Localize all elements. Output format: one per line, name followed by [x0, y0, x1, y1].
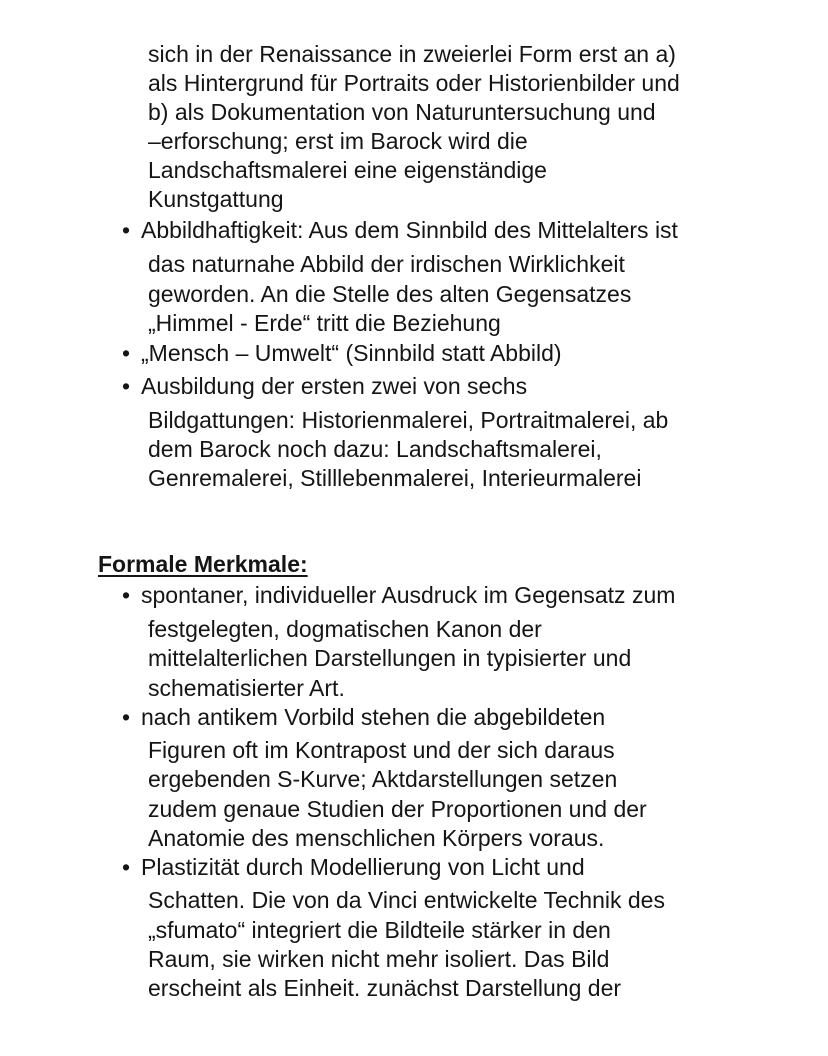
text-line: Kunstgattung: [148, 186, 284, 212]
text-line: sich in der Renaissance in zweierlei Form erst an a): [148, 41, 676, 67]
text-line: Bildgattungen: Historienmalerei, Portraitmalerei, ab: [148, 407, 669, 433]
bullet-text: „Mensch – Umwelt“ (Sinnbild statt Abbild): [141, 340, 562, 366]
bullet-icon: •: [122, 704, 131, 730]
bullet-item: [122, 581, 675, 610]
text-line: „Himmel - Erde“ tritt die Beziehung: [148, 310, 501, 336]
text-line: ergebenden S-Kurve; Aktdarstellungen setzen: [148, 766, 618, 792]
bullet-icon: •: [122, 217, 131, 243]
bullet-text: Abbildhaftigkeit: Aus dem Sinnbild des Mittelalters ist: [141, 217, 678, 243]
text-line: –erforschung; erst im Barock wird die: [148, 128, 528, 154]
bullet-item: [122, 339, 562, 368]
bullet-item: [122, 372, 527, 401]
bullet-icon: •: [122, 373, 131, 399]
bullet-text: nach antikem Vorbild stehen die abgebildeten: [141, 704, 606, 730]
text-line: erscheint als Einheit. zunächst Darstellung der: [148, 975, 622, 1001]
text-line: Raum, sie wirken nicht mehr isoliert. Das Bild: [148, 946, 610, 972]
bullet-text: Ausbildung der ersten zwei von sechs: [141, 373, 528, 399]
bullet-text: spontaner, individueller Ausdruck im Gegensatz zum: [141, 582, 676, 608]
bullet-text: Plastizität durch Modellierung von Licht und: [141, 854, 585, 880]
text-line: b) als Dokumentation von Naturuntersuchung und: [148, 99, 656, 125]
text-line: Schatten. Die von da Vinci entwickelte Technik des: [148, 887, 665, 913]
text-line: festgelegten, dogmatischen Kanon der: [148, 616, 542, 642]
text-line: Figuren oft im Kontrapost und der sich daraus: [148, 737, 615, 763]
text-line: Genremalerei, Stilllebenmalerei, Interieurmalerei: [148, 465, 642, 491]
text-line: als Hintergrund für Portraits oder Historienbilder und: [148, 70, 680, 96]
bullet-item: [122, 216, 678, 245]
text-line: Landschaftsmalerei eine eigenständige: [148, 157, 547, 183]
section-heading: Formale Merkmale:: [98, 551, 308, 577]
text-line: schematisierter Art.: [148, 675, 345, 701]
text-line: Anatomie des menschlichen Körpers voraus.: [148, 825, 605, 851]
bullet-item: [122, 703, 605, 732]
text-line: „sfumato“ integriert die Bildteile stärker in den: [148, 917, 611, 943]
bullet-icon: •: [122, 340, 131, 366]
bullet-item: [122, 853, 585, 882]
bullet-icon: •: [122, 854, 131, 880]
text-line: geworden. An die Stelle des alten Gegensatzes: [148, 281, 632, 307]
text-line: zudem genaue Studien der Proportionen und der: [148, 796, 647, 822]
bullet-icon: •: [122, 582, 131, 608]
text-line: das naturnahe Abbild der irdischen Wirklichkeit: [148, 251, 625, 277]
text-line: mittelalterlichen Darstellungen in typisierter und: [148, 645, 632, 671]
text-line: dem Barock noch dazu: Landschaftsmalerei,: [148, 436, 602, 462]
